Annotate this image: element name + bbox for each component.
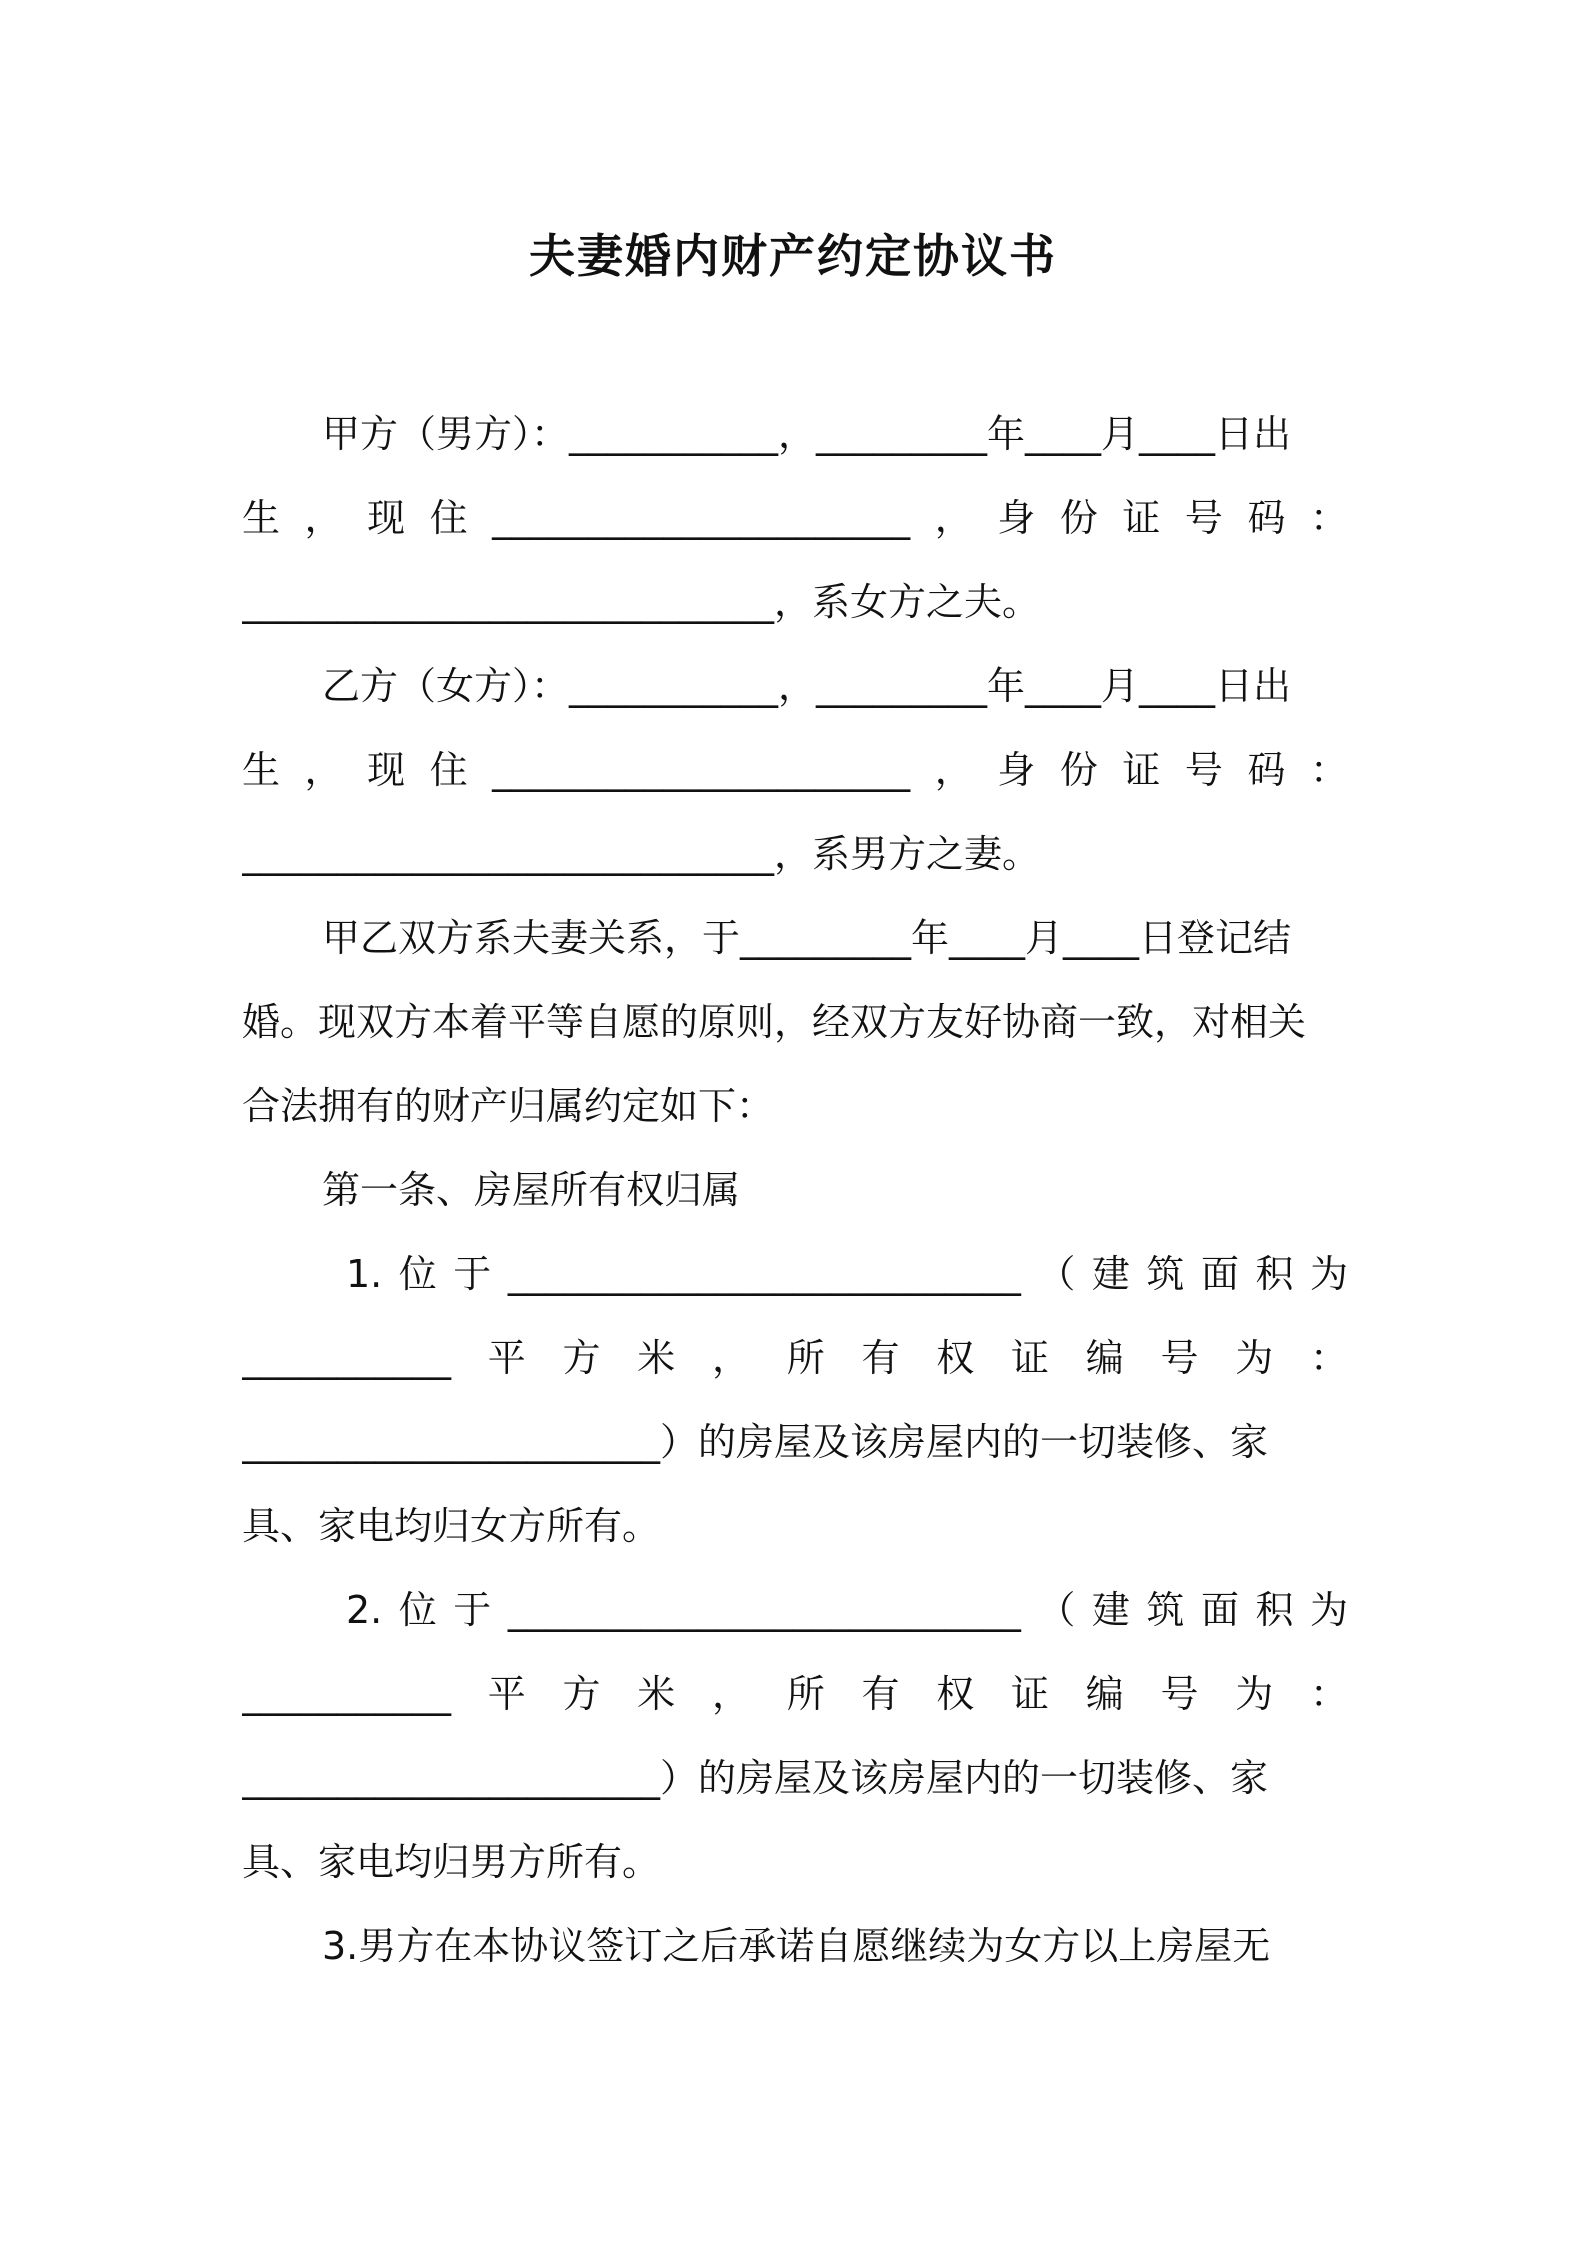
party-b-line-1: 乙方（女方）：___________，_________年____月____日出 — [322, 664, 1292, 708]
clause-1-line-1: 1.位于___________________________（建筑面积为 — [346, 1252, 1348, 1296]
party-a-line-1: 甲方（男方）：___________，_________年____月____日出 — [322, 412, 1292, 456]
marriage-line-1: 甲乙双方系夫妻关系，于_________年____月____日登记结 — [322, 916, 1292, 960]
clause-2-line-1: 2.位于___________________________（建筑面积为 — [346, 1588, 1348, 1632]
clause-1-line-3: ______________________）的房屋及该房屋内的一切装修、家 — [242, 1420, 1269, 1464]
clause-3-line-1: 3.男方在本协议签订之后承诺自愿继续为女方以上房屋无 — [322, 1924, 1271, 1968]
party-a-line-3: ____________________________，系女方之夫。 — [242, 580, 1041, 624]
party-b-line-2: 生，现住______________________，身份证号码： — [242, 748, 1348, 792]
marriage-line-3: 合法拥有的财产归属约定如下： — [242, 1084, 775, 1128]
clause-2-line-3: ______________________）的房屋及该房屋内的一切装修、家 — [242, 1756, 1269, 1800]
clause-2-line-2: ___________平方米，所有权证编号为： — [242, 1672, 1348, 1716]
clause-2-line-4: 具、家电均归男方所有。 — [242, 1840, 661, 1884]
party-a-line-2: 生，现住______________________，身份证号码： — [242, 496, 1348, 540]
article-1-heading: 第一条、房屋所有权归属 — [322, 1168, 741, 1212]
clause-1-line-2: ___________平方米，所有权证编号为： — [242, 1336, 1348, 1380]
document-title: 夫妻婚内财产约定协议书 — [529, 229, 1057, 283]
party-b-line-3: ____________________________，系男方之妻。 — [242, 832, 1041, 876]
clause-1-line-4: 具、家电均归女方所有。 — [242, 1504, 661, 1548]
marriage-line-2: 婚。现双方本着平等自愿的原则，经双方友好协商一致，对相关 — [242, 1000, 1307, 1044]
